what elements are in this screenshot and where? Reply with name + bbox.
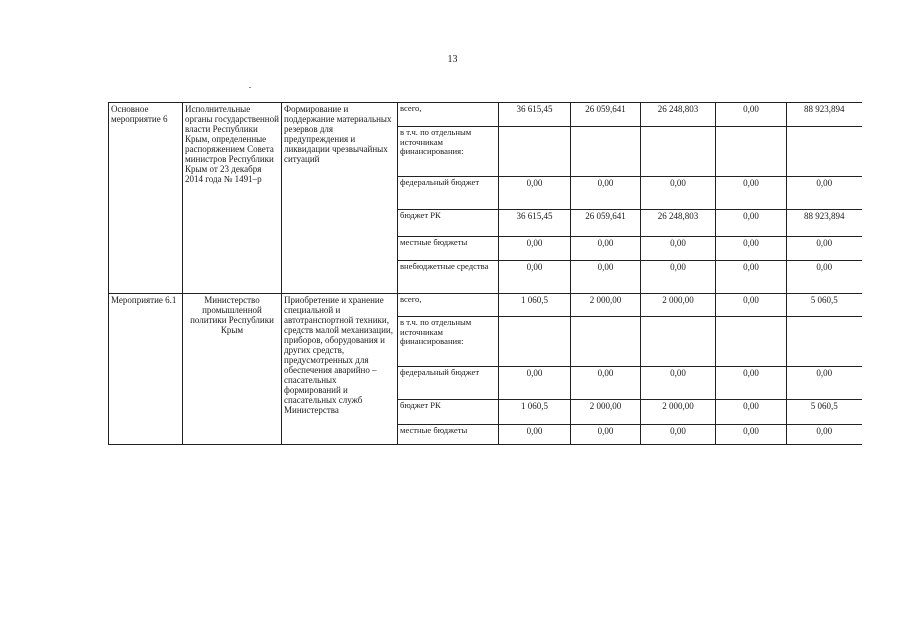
value-cell — [571, 317, 641, 367]
value-cell: 0,00 — [499, 261, 571, 294]
value-cell: 5 060,5 — [787, 294, 862, 317]
value-cell: 0,00 — [499, 425, 571, 445]
value-cell: 0,00 — [716, 261, 787, 294]
budget-table — [108, 102, 862, 445]
value-cell: 0,00 — [499, 237, 571, 261]
value-cell: 0,00 — [716, 177, 787, 210]
funding-source-cell: внебюджетные средства — [398, 261, 499, 294]
value-cell: 88 923,894 — [787, 210, 862, 237]
value-cell: 26 059,641 — [571, 103, 641, 127]
funding-source-cell: федеральный бюджет — [398, 367, 499, 400]
value-cell: 26 248,803 — [641, 103, 716, 127]
value-cell: 0,00 — [571, 261, 641, 294]
value-cell: 36 615,45 — [499, 210, 571, 237]
value-cell: 0,00 — [716, 367, 787, 400]
page-number: 13 — [447, 54, 458, 65]
value-cell: 0,00 — [641, 237, 716, 261]
value-cell: 0,00 — [787, 367, 862, 400]
value-cell: 36 615,45 — [499, 103, 571, 127]
scan-speck — [249, 87, 251, 88]
value-cell — [641, 127, 716, 177]
value-cell: 5 060,5 — [787, 400, 862, 425]
executor-cell: Министерство промышленной политики Республики Крым — [183, 294, 282, 445]
value-cell: 0,00 — [499, 177, 571, 210]
value-cell: 0,00 — [716, 103, 787, 127]
funding-source-cell: бюджет РК — [398, 210, 499, 237]
value-cell: 0,00 — [716, 237, 787, 261]
value-cell — [787, 317, 862, 367]
description-cell: Приобретение и хранение специальной и автотранспортной техники, средств малой механизации, приборов, оборудования и других средств, предусмотренных для обеспечения аварийно – спасательных формирований и спасательных служб Министерства — [282, 294, 398, 445]
value-cell — [716, 317, 787, 367]
value-cell: 26 248,803 — [641, 210, 716, 237]
value-cell — [571, 127, 641, 177]
value-cell: 0,00 — [641, 367, 716, 400]
value-cell: 2 000,00 — [641, 294, 716, 317]
value-cell — [716, 127, 787, 177]
funding-source-cell: в т.ч. по отдельным источникам финансирования: — [398, 127, 499, 177]
value-cell: 0,00 — [571, 237, 641, 261]
event-name-cell: Мероприятие 6.1 — [109, 294, 183, 445]
funding-source-cell: местные бюджеты — [398, 425, 499, 445]
value-cell: 1 060,5 — [499, 294, 571, 317]
funding-source-cell: бюджет РК — [398, 400, 499, 425]
value-cell: 0,00 — [787, 177, 862, 210]
value-cell: 0,00 — [641, 425, 716, 445]
value-cell: 0,00 — [787, 237, 862, 261]
description-cell: Формирование и поддержание материальных резервов для предупреждения и ликвидации чрезвычайных ситуаций — [282, 103, 398, 294]
funding-source-cell: федеральный бюджет — [398, 177, 499, 210]
value-cell: 0,00 — [571, 425, 641, 445]
value-cell: 0,00 — [716, 210, 787, 237]
value-cell: 1 060,5 — [499, 400, 571, 425]
value-cell — [641, 317, 716, 367]
funding-source-cell: в т.ч. по отдельным источникам финансирования: — [398, 317, 499, 367]
value-cell: 2 000,00 — [641, 400, 716, 425]
value-cell: 0,00 — [787, 261, 862, 294]
value-cell: 0,00 — [641, 261, 716, 294]
value-cell: 2 000,00 — [571, 294, 641, 317]
value-cell — [787, 127, 862, 177]
value-cell: 0,00 — [716, 294, 787, 317]
value-cell: 0,00 — [499, 367, 571, 400]
value-cell — [499, 317, 571, 367]
value-cell: 0,00 — [716, 425, 787, 445]
funding-source-cell: местные бюджеты — [398, 237, 499, 261]
funding-source-cell: всего, — [398, 103, 499, 127]
value-cell: 26 059,641 — [571, 210, 641, 237]
value-cell: 2 000,00 — [571, 400, 641, 425]
value-cell: 0,00 — [571, 177, 641, 210]
event-name-cell: Основное мероприятие 6 — [109, 103, 183, 294]
value-cell: 0,00 — [641, 177, 716, 210]
funding-source-cell: всего, — [398, 294, 499, 317]
value-cell: 0,00 — [787, 425, 862, 445]
value-cell: 88 923,894 — [787, 103, 862, 127]
value-cell: 0,00 — [571, 367, 641, 400]
table-row — [109, 294, 862, 317]
table-row — [109, 103, 862, 127]
executor-cell: Исполнительные органы государственной власти Республики Крым, определенные распоряжением Совета министров Республики Крым от 23 декабря 2014 года № 1491–р — [183, 103, 282, 294]
value-cell — [499, 127, 571, 177]
value-cell: 0,00 — [716, 400, 787, 425]
